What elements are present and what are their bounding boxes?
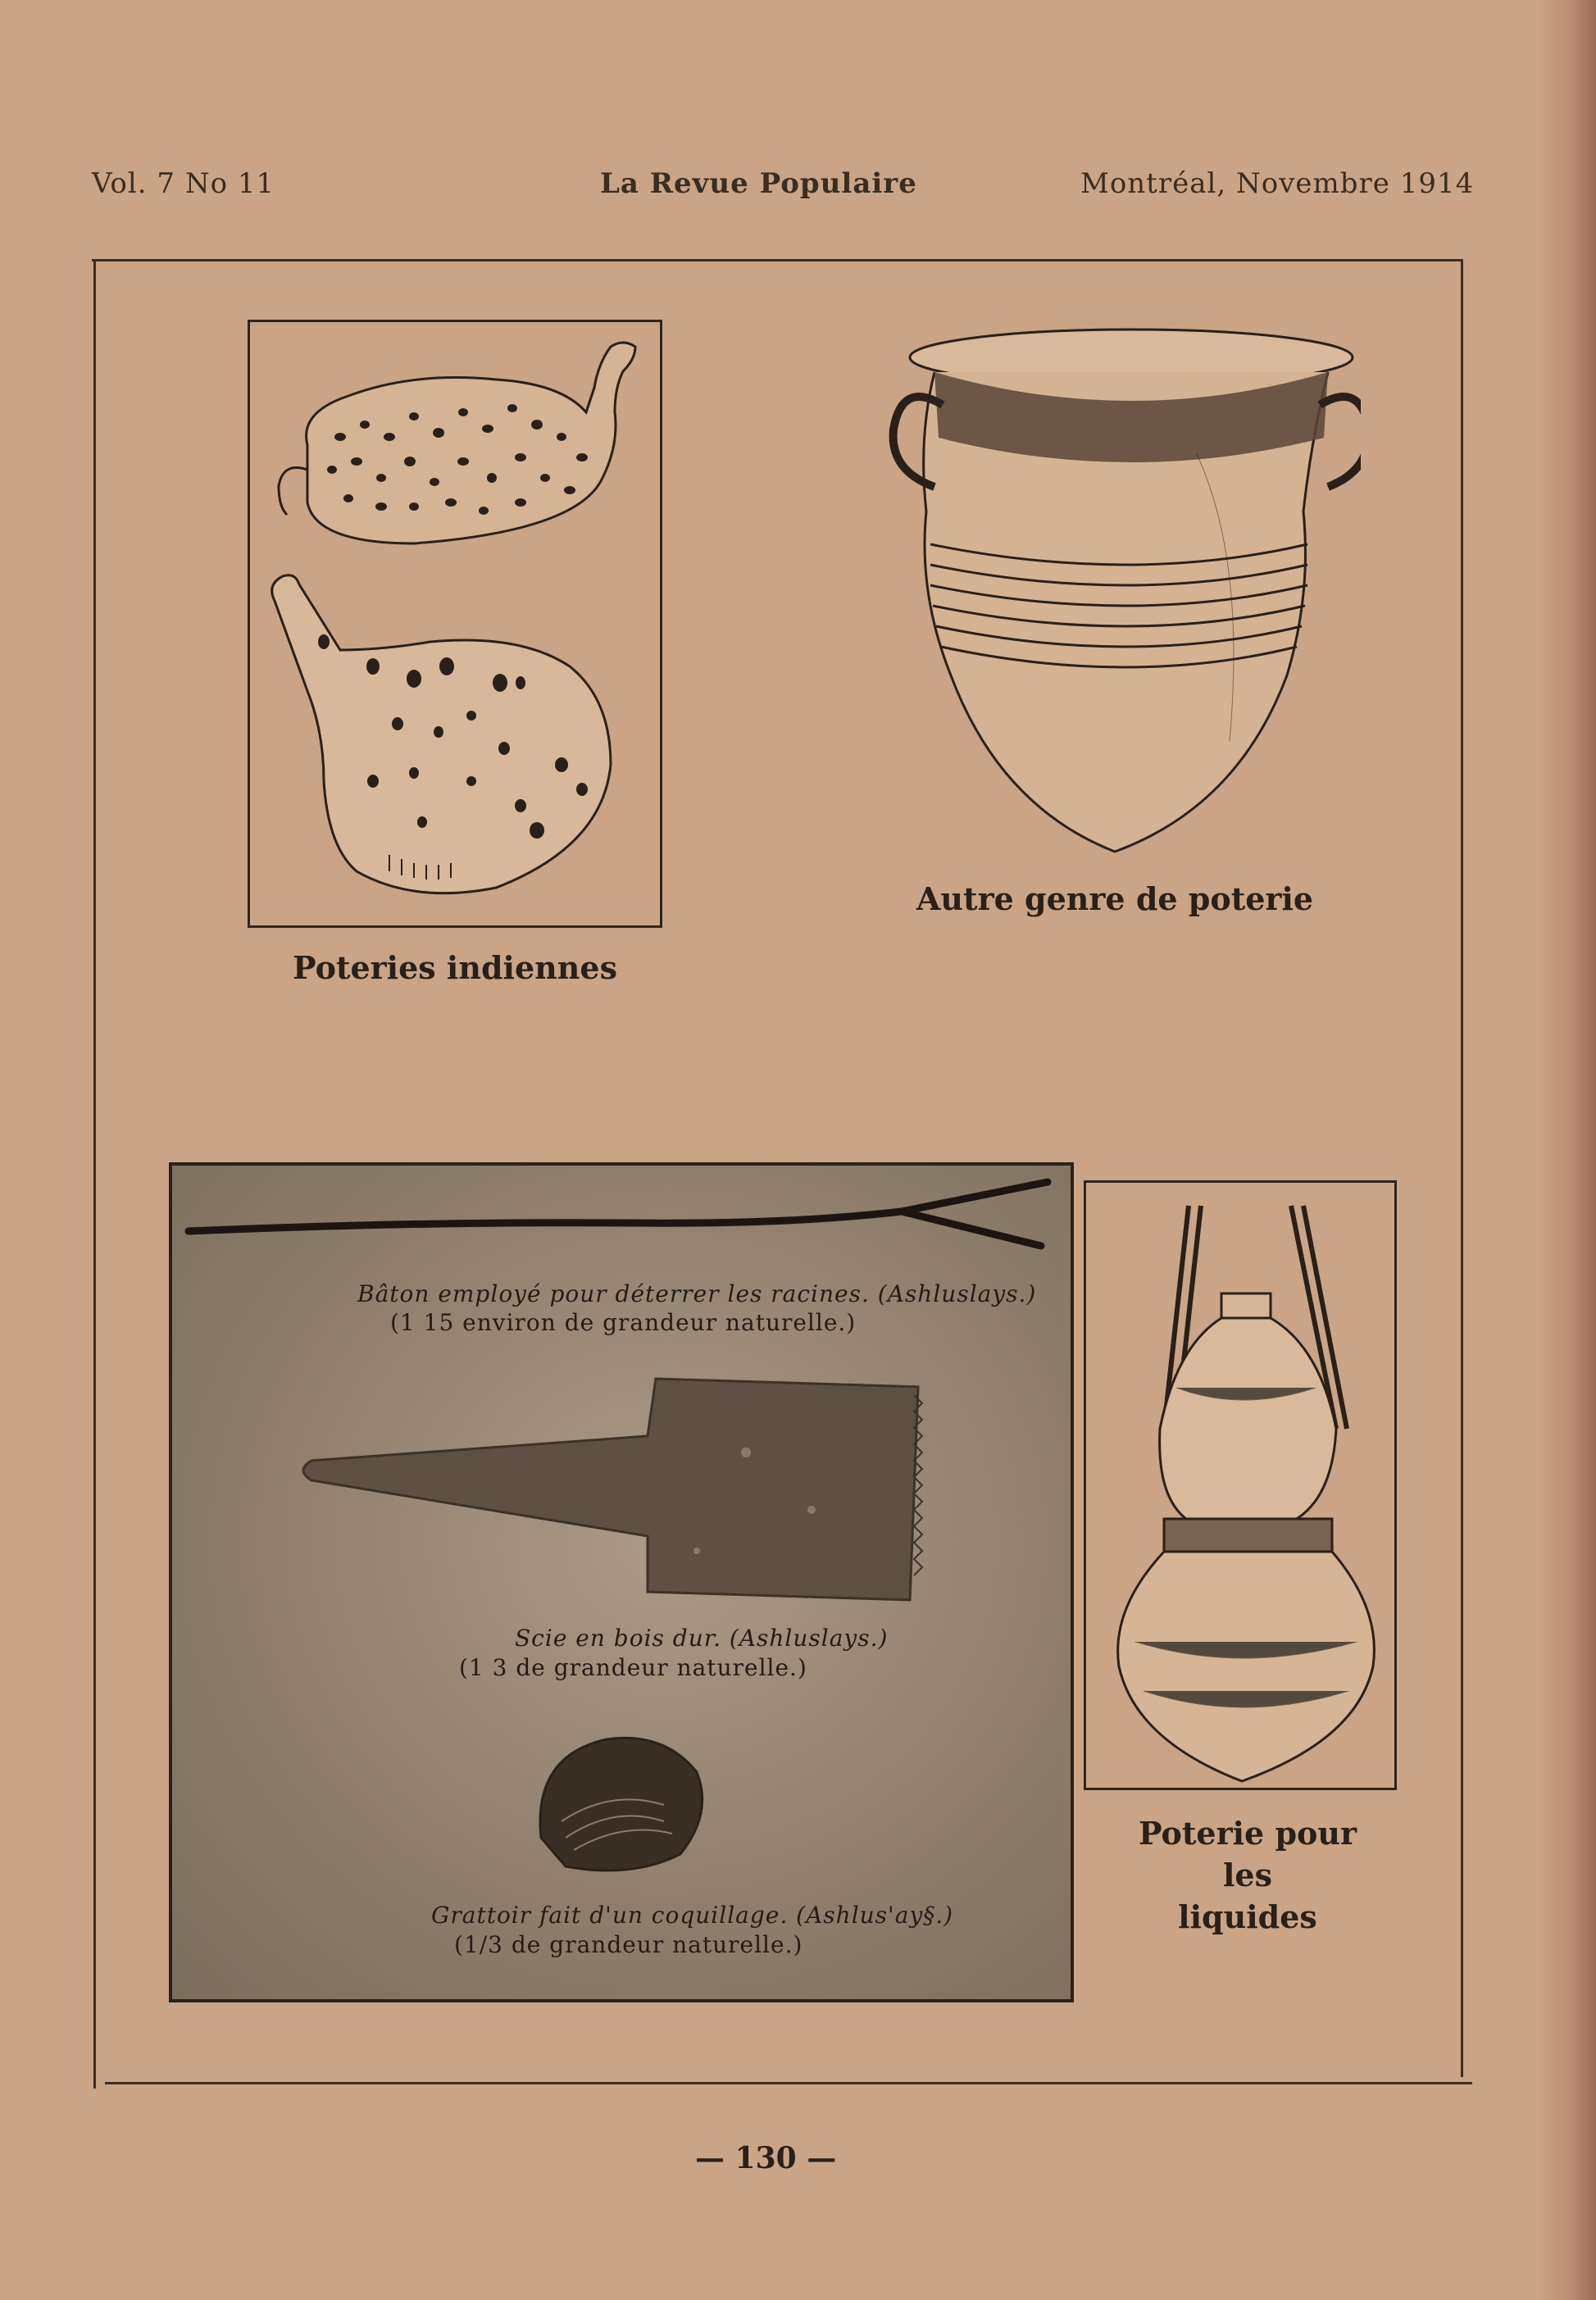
frame-top xyxy=(92,259,1461,261)
issue-date: Montréal, Novembre 1914 xyxy=(1080,167,1475,200)
frame-right xyxy=(1461,259,1463,2077)
other-pottery-caption: Autre genre de poterie xyxy=(916,880,1314,917)
volume-number: Vol. 7 No 11 xyxy=(92,167,275,200)
saw-scale-caption: (1 3 de grandeur naturelle.) xyxy=(459,1654,807,1681)
frame-bottom xyxy=(105,2082,1472,2084)
liquids-caption-line3: liquides xyxy=(1178,1898,1317,1935)
indian-pottery-drawing xyxy=(250,322,660,925)
double-gourd-drawing xyxy=(1086,1183,1394,1788)
scraper-scale-caption: (1/3 de grandeur naturelle.) xyxy=(454,1931,803,1958)
scraper-caption: Grattoir fait d'un coquillage. (Ashlus'ay§.) xyxy=(431,1902,954,1929)
tools-photograph xyxy=(169,1162,1074,2002)
liquids-pottery-figure xyxy=(1084,1180,1397,1790)
liquids-caption-line2: les xyxy=(1222,1857,1272,1893)
page-edge-shadow xyxy=(1539,0,1596,2300)
indian-pottery-figure xyxy=(248,320,662,928)
frame-left xyxy=(93,259,96,2089)
saw-caption: Scie en bois dur. (Ashluslays.) xyxy=(515,1625,889,1652)
liquids-caption-line1: Poterie pour xyxy=(1138,1815,1357,1852)
page-number: — 130 — xyxy=(695,2141,837,2175)
indian-pottery-caption: Poteries indiennes xyxy=(293,949,617,986)
publication-title: La Revue Populaire xyxy=(600,167,917,200)
stick-scale-caption: (1 15 environ de grandeur naturelle.) xyxy=(390,1309,857,1336)
pottery-jar-drawing xyxy=(869,315,1361,856)
stick-caption: Bâton employé pour déterrer les racines. (Ashluslays.) xyxy=(357,1280,1037,1307)
